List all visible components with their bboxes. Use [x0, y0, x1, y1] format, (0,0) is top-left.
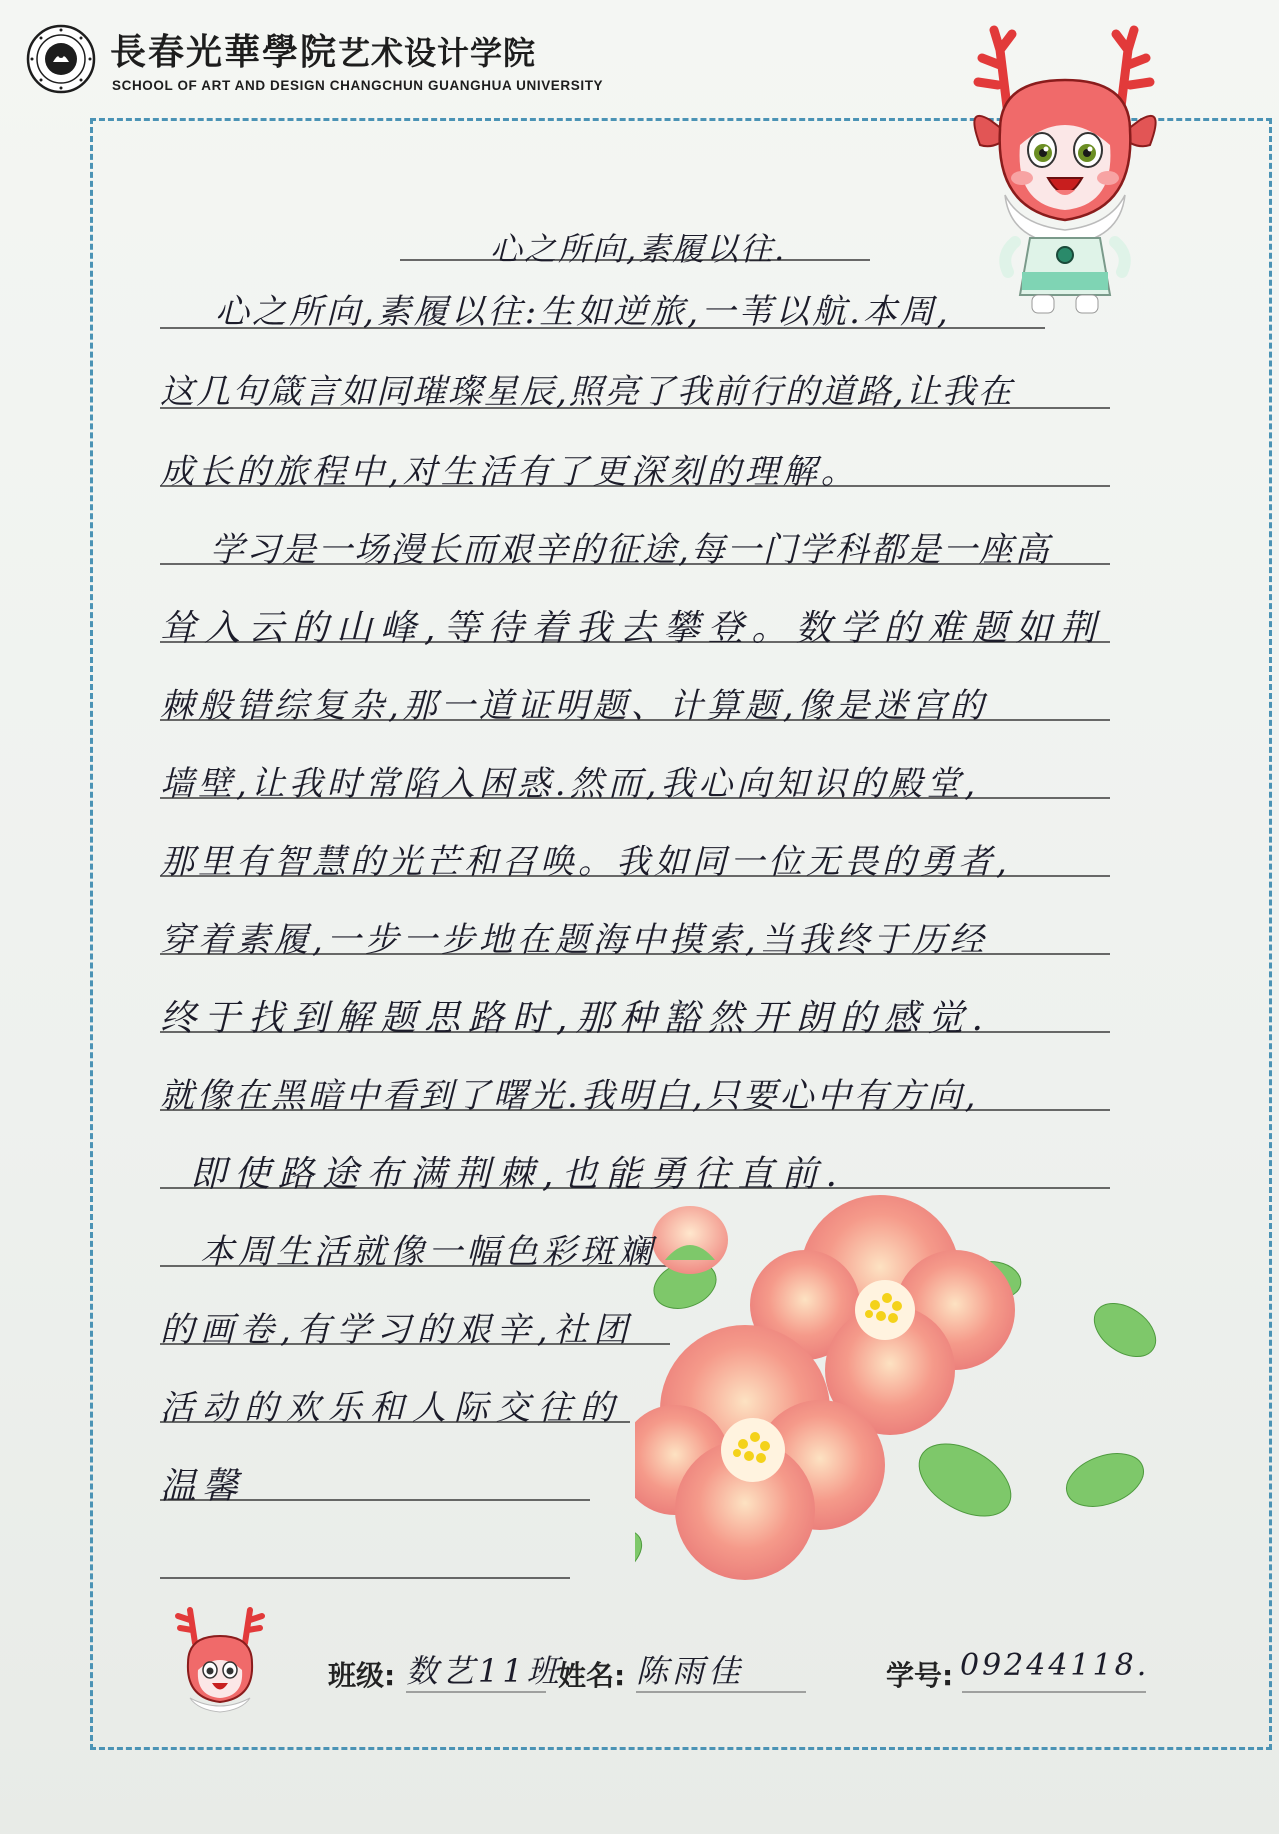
class-label: 班级: [328, 1659, 396, 1692]
essay-line-15: 活动的欢乐和人际交往的 [160, 1388, 622, 1428]
student-id-value: 09244118. [960, 1648, 1150, 1683]
essay-line-16: 温馨 [160, 1466, 245, 1507]
essay-line-1: 心之所向,素履以往:生如逆旅,一苇以航.本周, [215, 292, 951, 332]
student-id-label: 学号: [886, 1659, 954, 1692]
deer-mascot-icon [960, 10, 1170, 320]
essay-line-3: 成长的旅程中,对生活有了更深刻的理解。 [160, 452, 859, 492]
college-name: 艺术设计学院 [338, 34, 537, 72]
essay-title: 心之所向,素履以往. [490, 230, 787, 268]
essay-line-8: 那里有智慧的光芒和召唤。我如同一位无畏的勇者, [160, 842, 1011, 882]
name-value: 陈雨佳 [636, 1652, 745, 1690]
essay-line-11: 就像在黑暗中看到了曙光.我明白,只要心中有方向, [160, 1076, 979, 1116]
essay-line-5: 耸入云的山峰,等待着我去攀登。数学的难题如荆 [160, 608, 1104, 649]
student-info-footer [0, 1638, 1279, 1698]
footer-underlines [406, 1690, 1156, 1694]
class-value: 数艺11班 [406, 1652, 563, 1690]
essay-line-2: 这几句箴言如同璀璨星辰,照亮了我前行的道路,让我在 [160, 372, 1014, 412]
name-label: 姓名: [558, 1659, 626, 1692]
school-name-en: SCHOOL OF ART AND DESIGN CHANGCHUN GUANGHUA UNIVERSITY [112, 78, 604, 93]
essay-line-9: 穿着素履,一步一步地在题海中摸索,当我终于历经 [160, 920, 988, 960]
university-seal-icon [26, 24, 96, 94]
essay-line-14: 的画卷,有学习的艰辛,社团 [160, 1310, 634, 1350]
essay-line-12: 即使路途布满荆棘,也能勇往直前. [190, 1154, 845, 1195]
essay-line-4: 学习是一场漫长而艰辛的征途,每一门学科都是一座高 [210, 530, 1051, 570]
camellia-flowers-illustration [635, 1190, 1195, 1590]
essay-line-7: 墙壁,让我时常陷入困惑.然而,我心向知识的殿堂, [160, 764, 980, 804]
essay-line-13: 本周生活就像一幅色彩斑斓 [200, 1232, 656, 1272]
essay-line-6: 棘般错综复杂,那一道证明题、计算题,像是迷宫的 [160, 686, 988, 726]
essay-line-10: 终于找到解题思路时,那种豁然开朗的感觉. [160, 998, 991, 1039]
university-name: 長春光華學院 [110, 31, 339, 73]
